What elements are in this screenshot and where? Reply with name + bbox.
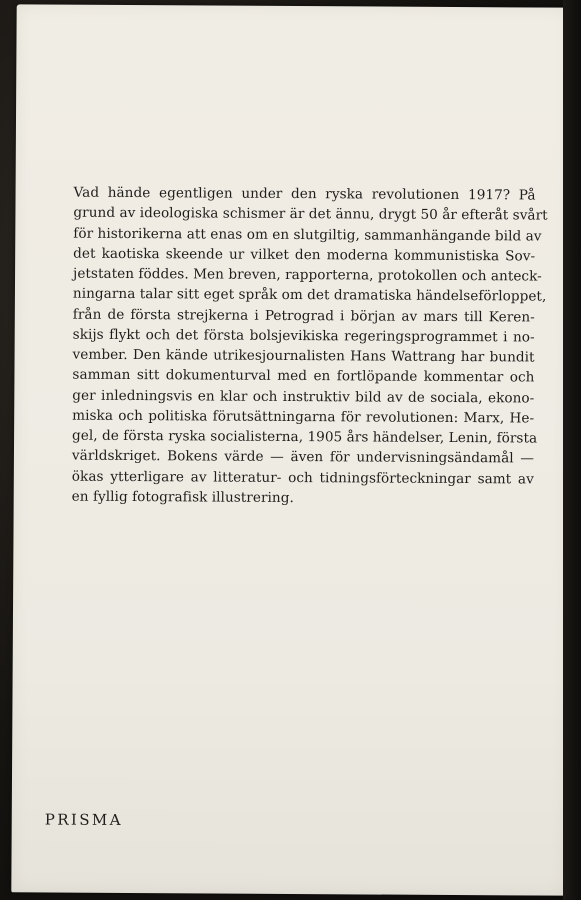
blurb-line: ger inledningsvis en klar och instruktiv bild av de sociala, ekono- xyxy=(72,387,535,406)
blurb-line: gel, de första ryska socialisterna, 1905 års händelser, Lenin, första xyxy=(72,427,538,447)
book-back-cover xyxy=(11,4,570,895)
blurb-line: grund av ideologiska schismer är det ännu, drygt 50 år efteråt svårt xyxy=(73,204,548,224)
blurb-line: vember. Den kände utrikesjournalisten Hans Wattrang har bundit xyxy=(72,346,535,366)
blurb-line: det kaotiska skeende ur vilket den moderna kommunistiska Sov- xyxy=(73,245,536,265)
blurb-line: från de första strejkerna i Petrograd i början av mars till Keren- xyxy=(72,306,535,325)
blurb-line: samman sitt dokumenturval med en fortlöpande kommentar och xyxy=(72,366,535,386)
blurb-line: ökas ytterligare av litteratur- och tidningsförteckningar samt av xyxy=(71,468,534,487)
publisher-name: PRISMA xyxy=(44,810,123,829)
blurb-line: jetstaten föddes. Men breven, rapporterna, protokollen och anteck- xyxy=(73,265,542,285)
blurb-line: världskriget. Bokens värde — även för undervisningsändamål — xyxy=(71,447,535,467)
blurb-line: ningarna talar sitt eget språk om det dramatiska händelseförloppet, xyxy=(72,285,547,305)
blurb-text xyxy=(71,183,548,510)
blurb-line: miska och politiska förutsättningarna för revolutionen: Marx, He- xyxy=(72,407,535,427)
blurb-line: Vad hände egentligen under den ryska revolutionen 1917? På xyxy=(73,184,536,204)
blurb-line: skijs flykt och det första bolsjevikiska regeringsprogrammet i no- xyxy=(72,326,535,346)
blurb-line: en fyllig fotografisk illustrering. xyxy=(71,488,294,506)
blurb-line: för historikerna att enas om en slutgiltig, sammanhängande bild av xyxy=(73,225,542,245)
